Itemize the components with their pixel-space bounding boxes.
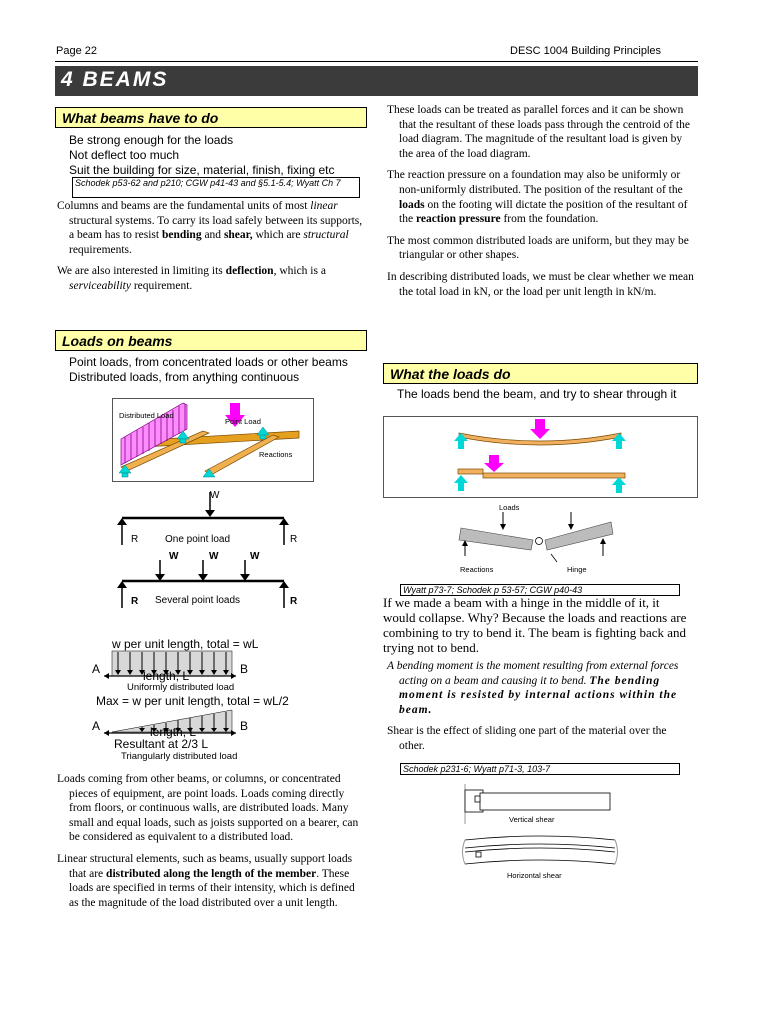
tdl-label-b: B xyxy=(240,719,249,733)
course-title: DESC 1004 Building Principles xyxy=(510,45,662,57)
chapter-title: 4 BEAMS xyxy=(61,68,169,91)
label-w3: W xyxy=(250,551,260,562)
tdl-top-label: Max = w per unit length, total = wL/2 xyxy=(96,694,289,708)
header-rule xyxy=(55,61,698,62)
caption-several-point-loads: Several point loads xyxy=(155,595,241,606)
paragraph: In describing distributed loads, we must be clear whether we mean the total load in kN, or the load per unit length in kN/m. xyxy=(387,270,694,298)
paragraph: The reaction pressure on a foundation may also be uniformly or non-uniformly distributed. The position of the resultant of the loads on the footing will dictate the position of the resultant of the reaction pressure from the foundation. xyxy=(387,169,688,226)
label-vertical-shear: Vertical shear xyxy=(509,815,555,824)
label-horizontal-shear: Horizontal shear xyxy=(507,871,562,880)
label-reactions: Reactions xyxy=(460,565,494,574)
label-reactions: Reactions xyxy=(259,450,293,459)
tdl-resultant-label: Resultant at 2/3 L xyxy=(114,737,209,751)
udl-length-label: length, L xyxy=(143,669,190,683)
loads-do-text: The loads bend the beam, and try to shear through it xyxy=(397,387,677,401)
bending-beams-figure xyxy=(384,417,697,497)
label-distributed-load: Distributed Load xyxy=(119,411,174,420)
load-arrow xyxy=(530,419,550,439)
paragraph: Linear structural elements, such as beams, usually support loads that are distributed along the length of the member. These loads are specified in terms of their intensity, which is defined as the magnitude of the load distributed over a unit length. xyxy=(57,852,355,909)
shear-diagrams xyxy=(460,784,630,884)
left-bottom-text xyxy=(57,772,365,917)
paragraph: The most common distributed loads are uniform, but they may be triangular or other shapes. xyxy=(387,234,689,262)
paragraph: Shear is the effect of sliding one part of the material over the other. xyxy=(387,725,667,752)
page-number: Page 22 xyxy=(56,45,97,57)
list-item: Not deflect too much xyxy=(69,148,180,162)
paragraph: A bending moment is the moment resulting from external forces acting on a beam and causing it to bend. The bending moment is resisted by internal actions within the beam. xyxy=(387,660,679,716)
hinge-explanation: If we made a beam with a hinge in the middle of it, it would collapse. Why? Because the loads and reactions are combining to try to bend it. The beam is fighting back and trying not to bend. xyxy=(383,595,687,655)
hinge-beam-diagram xyxy=(455,510,615,570)
label-r-right: R xyxy=(290,596,298,607)
reference-box: Schodek p53-62 and p210; CGW p41-43 and §5.1-5.4; Wyatt Ch 7 xyxy=(72,177,360,198)
reference-box: Wyatt p73-7; Schodek p 53-57; CGW p40-43 xyxy=(400,584,680,596)
paragraph: These loads can be treated as parallel forces and it can be shown that the resultant of these loads pass through the centroid of the load diagram. The magnitude of the resultant load is given by the area of the load diagram. xyxy=(387,104,690,160)
tdl-label-a: A xyxy=(92,719,101,733)
reference-box: Schodek p231-6; Wyatt p71-3, 103-7 xyxy=(400,763,680,775)
section-heading-loads: Loads on beams xyxy=(55,330,367,351)
caption-one-point-load: One point load xyxy=(165,534,231,545)
udl-label-b: B xyxy=(240,662,249,676)
label-w: W xyxy=(210,490,220,501)
sheared-right-part xyxy=(483,473,625,478)
what-beams-list xyxy=(69,133,369,178)
isometric-load-diagram xyxy=(112,398,314,482)
paragraph: We are also interested in limiting its deflection, which is a serviceability requirement. xyxy=(57,265,326,292)
tdl-caption: Triangularly distributed load xyxy=(121,751,238,762)
bending-beam-diagram xyxy=(383,416,698,498)
right-intro-text xyxy=(387,103,695,306)
label-r-right: R xyxy=(290,534,298,545)
hinged-left-half xyxy=(459,528,533,550)
udl-label-a: A xyxy=(92,662,101,676)
paragraph: Columns and beams are the fundamental units of most linear structural systems. To carry its load safely between its supports, a beam has to resist bending and shear, which are structural requirements. xyxy=(57,200,363,256)
list-item: Distributed loads, from anything continuous xyxy=(69,370,300,384)
bending-moment-text xyxy=(387,659,695,761)
horizontal-shear-bottom xyxy=(465,848,615,852)
list-item: Suit the building for size, material, finish, fixing etc xyxy=(69,163,335,177)
loads-list xyxy=(64,355,354,385)
label-w2: W xyxy=(209,551,219,562)
udl-caption: Uniformly distributed load xyxy=(127,682,235,693)
label-hinge: Hinge xyxy=(567,565,587,574)
label-loads: Loads xyxy=(499,503,520,512)
shear-load-arrow xyxy=(484,455,504,472)
vertical-shear-right xyxy=(480,793,610,810)
udl-top-label: w per unit length, total = wL xyxy=(112,637,259,651)
paragraph: Loads coming from other beams, or columns, or concentrated pieces of equipment, are point loads. Loads coming directly from floors, or continuous walls, are distributed loads. Many small and equal loads, such as joists supported on a bearer, can be considered as equivalent to a distributed load. xyxy=(57,773,359,844)
label-r-left: R xyxy=(131,596,139,607)
label-w1: W xyxy=(169,551,179,562)
tdl-length-label: length, L xyxy=(150,725,197,739)
left-intro-text xyxy=(57,199,365,301)
horizontal-shear-top xyxy=(465,836,615,840)
label-point-load: Point Load xyxy=(225,417,261,426)
list-item: Be strong enough for the loads xyxy=(69,133,234,147)
label-r-left: R xyxy=(131,534,139,545)
hinge-pin xyxy=(536,538,543,545)
chapter-banner xyxy=(55,66,698,96)
sheared-left-part xyxy=(458,469,483,474)
section-heading-what-loads-do: What the loads do xyxy=(383,363,698,384)
section-heading-what-beams: What beams have to do xyxy=(55,107,367,128)
list-item: Point loads, from concentrated loads or other beams xyxy=(69,355,348,369)
